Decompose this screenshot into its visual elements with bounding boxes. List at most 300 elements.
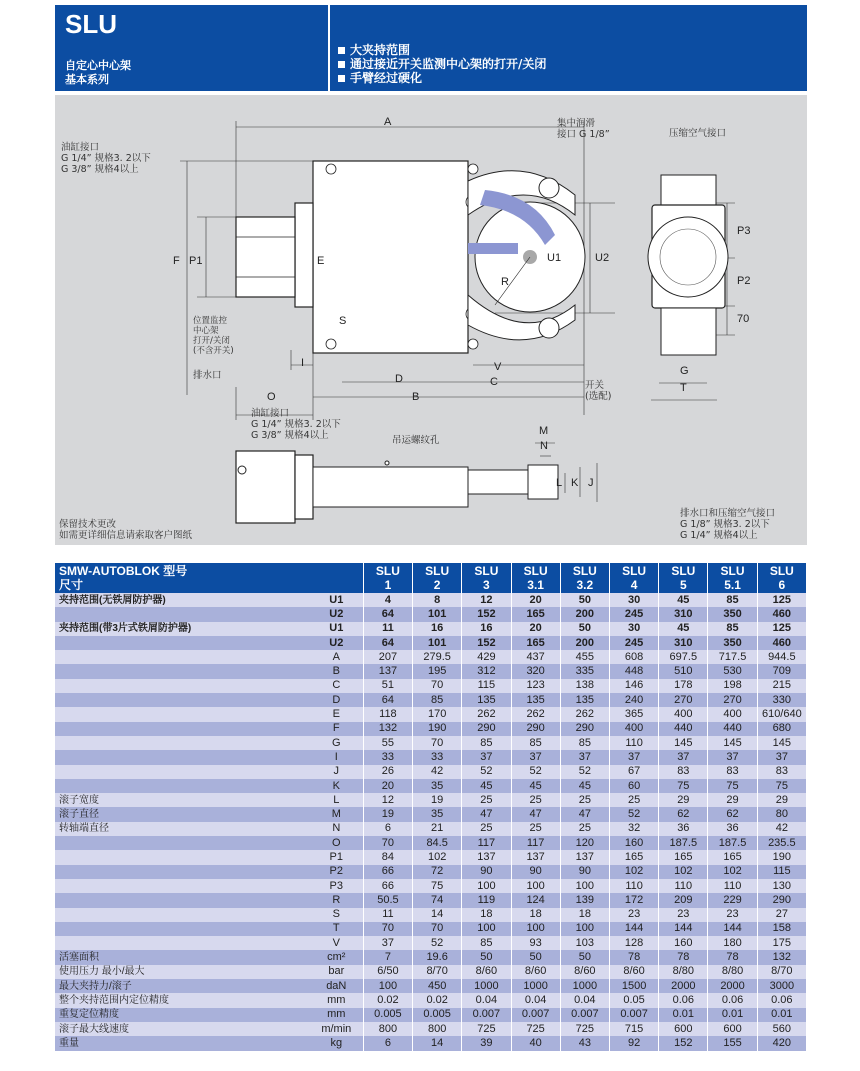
table-cell: 270 <box>659 693 708 707</box>
table-cell: 45 <box>462 779 511 793</box>
dim-label-i: I <box>301 357 305 369</box>
table-row <box>55 750 807 764</box>
table-cell: 320 <box>511 664 560 678</box>
row-name: 转轴端直径 <box>55 822 310 836</box>
table-cell: 70 <box>363 922 412 936</box>
row-unit: U2 <box>310 636 364 650</box>
table-cell: 85 <box>462 736 511 750</box>
table-cell: 0.04 <box>462 993 511 1007</box>
table-cell: 1500 <box>609 979 658 993</box>
table-cell: 90 <box>462 865 511 879</box>
model-column-header: SLU 5.1 <box>708 563 757 593</box>
table-cell: 101 <box>413 636 462 650</box>
table-cell: 460 <box>757 636 806 650</box>
table-cell: 400 <box>609 722 658 736</box>
table-cell: 52 <box>609 807 658 821</box>
table-cell: 530 <box>708 664 757 678</box>
table-cell: 145 <box>708 736 757 750</box>
table-cell: 144 <box>708 922 757 936</box>
table-cell: 29 <box>659 793 708 807</box>
table-cell: 120 <box>560 836 609 850</box>
table-cell: 135 <box>511 693 560 707</box>
dim-label-d: D <box>395 373 403 385</box>
table-cell: 455 <box>560 650 609 664</box>
table-cell: 78 <box>708 950 757 964</box>
table-cell: 130 <box>757 879 806 893</box>
table-cell: 92 <box>609 1036 658 1050</box>
table-row <box>55 993 807 1007</box>
table-cell: 84 <box>363 850 412 864</box>
table-cell: 64 <box>363 607 412 621</box>
row-unit: G <box>310 736 364 750</box>
dim-label-b: B <box>412 391 420 403</box>
table-cell: 132 <box>363 722 412 736</box>
dim-label-r: R <box>501 276 509 288</box>
table-cell: 75 <box>757 779 806 793</box>
table-cell: 144 <box>609 922 658 936</box>
table-cell: 608 <box>609 650 658 664</box>
row-name <box>55 736 310 750</box>
row-unit: B <box>310 664 364 678</box>
table-cell: 200 <box>560 636 609 650</box>
dim-label-o: O <box>267 391 276 403</box>
table-cell: 510 <box>659 664 708 678</box>
table-cell: 1000 <box>560 979 609 993</box>
row-unit: P2 <box>310 865 364 879</box>
table-cell: 36 <box>659 822 708 836</box>
table-cell: 152 <box>462 636 511 650</box>
table-cell: 187.5 <box>708 836 757 850</box>
table-cell: 50.5 <box>363 893 412 907</box>
row-name <box>55 750 310 764</box>
spec-table <box>55 563 807 1051</box>
row-unit: bar <box>310 965 364 979</box>
row-name <box>55 779 310 793</box>
table-cell: 50 <box>560 593 609 607</box>
table-cell: 6 <box>363 822 412 836</box>
dim-label-u1: U1 <box>547 252 562 264</box>
table-cell: 400 <box>708 707 757 721</box>
table-cell: 448 <box>609 664 658 678</box>
table-row <box>55 722 807 736</box>
table-cell: 14 <box>413 908 462 922</box>
drain-label: 排水口 <box>193 370 222 381</box>
table-cell: 101 <box>413 607 462 621</box>
table-cell: 138 <box>560 679 609 693</box>
table-cell: 6 <box>363 1036 412 1050</box>
row-name <box>55 879 310 893</box>
table-cell: 132 <box>757 950 806 964</box>
row-unit: U1 <box>310 622 364 636</box>
table-cell: 152 <box>659 1036 708 1050</box>
table-row <box>55 908 807 922</box>
table-cell: 29 <box>708 793 757 807</box>
table-cell: 160 <box>659 936 708 950</box>
dim-label-g: G <box>680 365 689 377</box>
table-cell: 47 <box>462 807 511 821</box>
row-unit: mm <box>310 993 364 1007</box>
table-cell: 20 <box>511 622 560 636</box>
table-cell: 4 <box>363 593 412 607</box>
table-cell: 310 <box>659 607 708 621</box>
table-cell: 245 <box>609 636 658 650</box>
table-cell: 215 <box>757 679 806 693</box>
table-cell: 8/60 <box>462 965 511 979</box>
row-name <box>55 936 310 950</box>
table-cell: 190 <box>413 722 462 736</box>
table-cell: 29 <box>757 793 806 807</box>
bottom-view-body <box>236 451 295 523</box>
table-cell: 117 <box>511 836 560 850</box>
table-row <box>55 965 807 979</box>
table-cell: 440 <box>659 722 708 736</box>
table-cell: 0.06 <box>708 993 757 1007</box>
central-lube-label: 集中润滑 接口 G 1/8” <box>557 118 610 140</box>
spec-table-body <box>55 593 807 1051</box>
table-cell: 0.06 <box>659 993 708 1007</box>
table-row <box>55 779 807 793</box>
row-name <box>55 636 310 650</box>
table-cell: 240 <box>609 693 658 707</box>
table-cell: 50 <box>462 950 511 964</box>
table-cell: 21 <box>413 822 462 836</box>
table-cell: 139 <box>560 893 609 907</box>
table-cell: 55 <box>363 736 412 750</box>
table-cell: 75 <box>659 779 708 793</box>
table-cell: 102 <box>708 865 757 879</box>
dim-label-p2: P2 <box>737 275 751 287</box>
table-cell: 100 <box>511 879 560 893</box>
table-cell: 70 <box>413 679 462 693</box>
row-unit: L <box>310 793 364 807</box>
table-cell: 100 <box>560 879 609 893</box>
table-cell: 20 <box>511 593 560 607</box>
table-cell: 11 <box>363 622 412 636</box>
table-cell: 50 <box>560 622 609 636</box>
table-cell: 235.5 <box>757 836 806 850</box>
table-cell: 123 <box>511 679 560 693</box>
dim-label-u2: U2 <box>595 252 610 264</box>
table-cell: 43 <box>560 1036 609 1050</box>
table-cell: 1000 <box>462 979 511 993</box>
table-cell: 460 <box>757 607 806 621</box>
dim-label-c: C <box>490 376 498 388</box>
row-unit: T <box>310 922 364 936</box>
table-cell: 6/50 <box>363 965 412 979</box>
row-unit: m/min <box>310 1022 364 1036</box>
table-cell: 8/80 <box>659 965 708 979</box>
table-cell: 35 <box>413 807 462 821</box>
main-body <box>313 161 468 353</box>
table-cell: 23 <box>708 908 757 922</box>
model-column-header: SLU 3.2 <box>560 563 609 593</box>
table-cell: 195 <box>413 664 462 678</box>
row-unit: daN <box>310 979 364 993</box>
table-cell: 60 <box>609 779 658 793</box>
table-cell: 600 <box>659 1022 708 1036</box>
table-row <box>55 1008 807 1022</box>
table-cell: 50 <box>560 950 609 964</box>
table-row <box>55 979 807 993</box>
table-cell: 310 <box>659 636 708 650</box>
table-cell: 37 <box>659 750 708 764</box>
row-unit: E <box>310 707 364 721</box>
table-cell: 137 <box>560 850 609 864</box>
row-name: 滚子直径 <box>55 807 310 821</box>
table-cell: 52 <box>560 765 609 779</box>
table-cell: 85 <box>511 736 560 750</box>
table-row <box>55 936 807 950</box>
feature-item <box>338 57 799 71</box>
table-cell: 560 <box>757 1022 806 1036</box>
table-cell: 262 <box>560 707 609 721</box>
table-cell: 1000 <box>511 979 560 993</box>
row-name <box>55 722 310 736</box>
table-cell: 429 <box>462 650 511 664</box>
table-row <box>55 736 807 750</box>
table-cell: 709 <box>757 664 806 678</box>
table-cell: 67 <box>609 765 658 779</box>
table-cell: 25 <box>560 822 609 836</box>
table-cell: 39 <box>462 1036 511 1050</box>
switch-optional-label: 开关 (选配) <box>585 380 612 402</box>
table-cell: 25 <box>560 793 609 807</box>
table-cell: 137 <box>363 664 412 678</box>
table-cell: 78 <box>659 950 708 964</box>
table-cell: 165 <box>511 636 560 650</box>
table-cell: 209 <box>659 893 708 907</box>
table-cell: 37 <box>363 936 412 950</box>
table-cell: 45 <box>659 622 708 636</box>
table-row <box>55 650 807 664</box>
table-cell: 102 <box>659 865 708 879</box>
table-cell: 146 <box>609 679 658 693</box>
table-cell: 66 <box>363 879 412 893</box>
row-unit: A <box>310 650 364 664</box>
table-cell: 172 <box>609 893 658 907</box>
table-cell: 100 <box>363 979 412 993</box>
table-cell: 42 <box>413 765 462 779</box>
table-cell: 290 <box>511 722 560 736</box>
table-cell: 8 <box>413 593 462 607</box>
table-cell: 18 <box>560 908 609 922</box>
table-cell: 85 <box>413 693 462 707</box>
row-name <box>55 922 310 936</box>
row-name <box>55 893 310 907</box>
table-cell: 90 <box>560 865 609 879</box>
table-cell: 270 <box>708 693 757 707</box>
drawing-svg <box>55 95 807 545</box>
table-cell: 102 <box>609 865 658 879</box>
table-cell: 450 <box>413 979 462 993</box>
row-unit: F <box>310 722 364 736</box>
dim-label-j: J <box>588 477 594 489</box>
table-row <box>55 1022 807 1036</box>
table-cell: 52 <box>462 765 511 779</box>
table-cell: 145 <box>757 736 806 750</box>
table-cell: 23 <box>659 908 708 922</box>
table-cell: 74 <box>413 893 462 907</box>
table-cell: 187.5 <box>659 836 708 850</box>
row-name <box>55 707 310 721</box>
table-cell: 125 <box>757 622 806 636</box>
table-cell: 14 <box>413 1036 462 1050</box>
compressed-air-label: 压缩空气接口 <box>669 128 727 139</box>
dim-label-v: V <box>494 361 502 373</box>
subtitle-line: 自定心中心架 <box>65 59 131 72</box>
table-cell: 70 <box>413 736 462 750</box>
table-cell: 0.005 <box>413 1008 462 1022</box>
page-header <box>55 5 807 91</box>
table-row <box>55 850 807 864</box>
table-cell: 229 <box>708 893 757 907</box>
dim-label-p3: P3 <box>737 225 751 237</box>
table-cell: 62 <box>708 807 757 821</box>
table-cell: 25 <box>511 822 560 836</box>
table-row <box>55 865 807 879</box>
table-cell: 45 <box>560 779 609 793</box>
table-cell: 33 <box>413 750 462 764</box>
table-cell: 118 <box>363 707 412 721</box>
row-unit: U1 <box>310 593 364 607</box>
table-cell: 85 <box>708 622 757 636</box>
table-row <box>55 593 807 607</box>
dim-label-l: L <box>556 477 563 489</box>
table-cell: 170 <box>413 707 462 721</box>
dim-label-t: T <box>680 382 687 394</box>
table-cell: 37 <box>560 750 609 764</box>
header-title-panel <box>55 5 330 91</box>
table-cell: 8/60 <box>511 965 560 979</box>
table-cell: 262 <box>511 707 560 721</box>
table-cell: 697.5 <box>659 650 708 664</box>
table-cell: 420 <box>757 1036 806 1050</box>
table-cell: 42 <box>757 822 806 836</box>
table-cell: 19.6 <box>413 950 462 964</box>
table-row <box>55 793 807 807</box>
table-cell: 72 <box>413 865 462 879</box>
table-cell: 0.02 <box>413 993 462 1007</box>
table-cell: 110 <box>659 879 708 893</box>
table-cell: 47 <box>560 807 609 821</box>
table-cell: 110 <box>708 879 757 893</box>
table-cell: 175 <box>757 936 806 950</box>
table-cell: 64 <box>363 636 412 650</box>
table-cell: 290 <box>462 722 511 736</box>
table-cell: 33 <box>363 750 412 764</box>
row-name <box>55 908 310 922</box>
feature-list <box>330 5 807 91</box>
row-unit: C <box>310 679 364 693</box>
table-cell: 190 <box>757 850 806 864</box>
table-cell: 25 <box>511 793 560 807</box>
table-cell: 115 <box>757 865 806 879</box>
row-unit: cm² <box>310 950 364 964</box>
table-cell: 119 <box>462 893 511 907</box>
row-name: 重量 <box>55 1036 310 1050</box>
table-cell: 80 <box>757 807 806 821</box>
table-cell: 165 <box>511 607 560 621</box>
table-cell: 944.5 <box>757 650 806 664</box>
row-name: 滚子最大线速度 <box>55 1022 310 1036</box>
table-cell: 75 <box>413 879 462 893</box>
table-cell: 0.01 <box>708 1008 757 1022</box>
table-cell: 83 <box>757 765 806 779</box>
feature-item <box>338 71 799 85</box>
model-column-header: SLU 2 <box>413 563 462 593</box>
table-cell: 330 <box>757 693 806 707</box>
table-cell: 0.007 <box>462 1008 511 1022</box>
table-cell: 610/640 <box>757 707 806 721</box>
table-cell: 178 <box>659 679 708 693</box>
table-cell: 245 <box>609 607 658 621</box>
table-cell: 198 <box>708 679 757 693</box>
table-cell: 52 <box>511 765 560 779</box>
table-cell: 50 <box>511 950 560 964</box>
table-cell: 680 <box>757 722 806 736</box>
table-row <box>55 707 807 721</box>
dim-label-70: 70 <box>737 313 750 325</box>
dim-label-e: E <box>317 255 325 267</box>
table-cell: 144 <box>659 922 708 936</box>
table-cell: 32 <box>609 822 658 836</box>
table-cell: 19 <box>413 793 462 807</box>
table-header-model: SMW-AUTOBLOK 型号 尺寸 <box>55 563 363 593</box>
bullet-square-icon <box>338 61 345 68</box>
row-name: 使用压力 最小/最大 <box>55 965 310 979</box>
position-monitor-label: 位置监控 中心架 打开/关闭 (不含开关) <box>193 316 234 356</box>
table-cell: 7 <box>363 950 412 964</box>
row-unit: mm <box>310 1008 364 1022</box>
table-cell: 90 <box>511 865 560 879</box>
row-unit: D <box>310 693 364 707</box>
row-name <box>55 836 310 850</box>
table-cell: 37 <box>609 750 658 764</box>
table-cell: 160 <box>609 836 658 850</box>
table-cell: 110 <box>609 879 658 893</box>
table-cell: 37 <box>757 750 806 764</box>
row-unit: M <box>310 807 364 821</box>
table-row <box>55 879 807 893</box>
table-cell: 66 <box>363 865 412 879</box>
row-unit: J <box>310 765 364 779</box>
table-cell: 78 <box>609 950 658 964</box>
feature-text: 通过接近开关监测中心架的打开/关闭 <box>350 57 547 71</box>
table-cell: 437 <box>511 650 560 664</box>
model-column-header: SLU 3 <box>462 563 511 593</box>
table-row <box>55 607 807 621</box>
table-cell: 3000 <box>757 979 806 993</box>
disclaimer-text: 保留技术更改 如需更详细信息请索取客户图纸 <box>59 519 193 541</box>
table-cell: 70 <box>363 836 412 850</box>
table-cell: 37 <box>462 750 511 764</box>
table-cell: 20 <box>363 779 412 793</box>
dim-label-k: K <box>571 477 579 489</box>
table-cell: 35 <box>413 779 462 793</box>
table-cell: 37 <box>708 750 757 764</box>
table-cell: 83 <box>708 765 757 779</box>
table-cell: 8/60 <box>609 965 658 979</box>
table-cell: 2000 <box>708 979 757 993</box>
dim-label-f: F <box>173 255 180 267</box>
table-row <box>55 1036 807 1050</box>
row-name: 整个夹持范围内定位精度 <box>55 993 310 1007</box>
table-row <box>55 950 807 964</box>
table-cell: 115 <box>462 679 511 693</box>
table-cell: 155 <box>708 1036 757 1050</box>
table-cell: 312 <box>462 664 511 678</box>
bullet-square-icon <box>338 47 345 54</box>
